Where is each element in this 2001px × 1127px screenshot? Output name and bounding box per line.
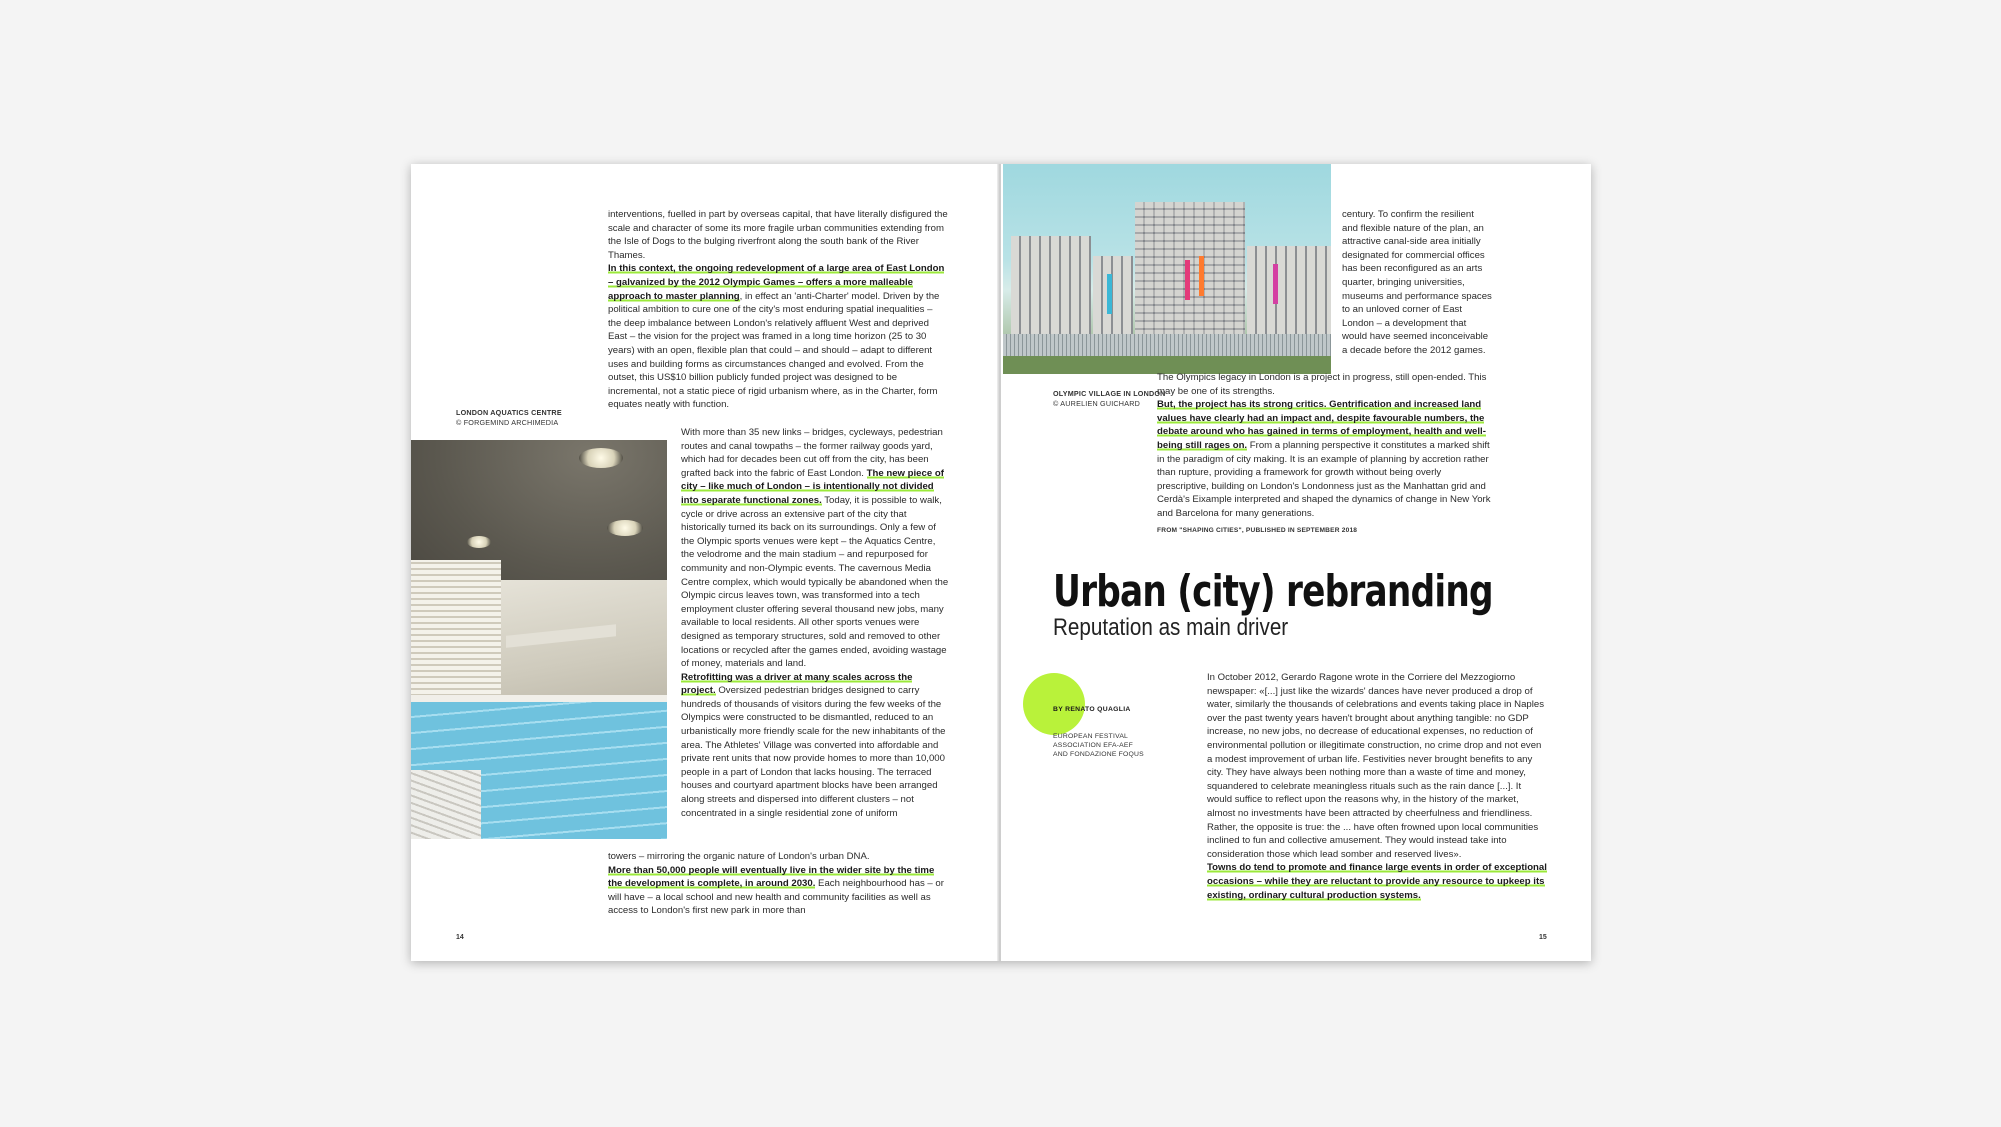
magazine-spread [411, 164, 1591, 961]
highlighted-quote: Retrofitting was a driver at many scales across the project. [681, 671, 913, 697]
photo-caption-village [1053, 389, 1166, 408]
caption-credit: © FORGEMIND ARCHIMEDIA [456, 417, 559, 427]
author-affiliation [1053, 733, 1144, 759]
aquatics-centre-photo [411, 440, 667, 839]
caption-title: OLYMPIC VILLAGE IN LONDON [1053, 389, 1166, 398]
paragraph: interventions, fuelled in part by overseas capital, that have literally disfigured the scale and character of some its more fragile urban communities extending from the Isle of Dogs to the bulging riverfront along the south bank of the River Thames. [608, 209, 948, 261]
paragraph: From a planning perspective it constitutes a marked shift in the paradigm of city making. It is an example of planning by accretion rather than rupture, providing a framework for growth without being overly prescriptive, building on London's Londonness just as the Manhattan grid and Cerdà's Eixample interpreted and shaped the dynamics of change in New York and Barcelona for many generations. [1157, 439, 1491, 519]
article-title: Urban (city) rebranding [1053, 566, 1493, 617]
highlighted-quote: The new piece of city – like much of London – is intentionally not divided into separate functional zones. [681, 467, 944, 506]
paragraph: Each neighbourhood has – or will have – a local school and new health and community facilities as well as access to London's first new park in more than [608, 878, 944, 917]
highlighted-quote: More than 50,000 people will eventually live in the wider site by the time the development is complete, in around 2030. [608, 864, 935, 890]
paragraph: Oversized pedestrian bridges designed to carry hundreds of thousands of visitors during the few weeks of the Olympics were constructed to be dismantled, reduced to an urbanistically more friendly scale for the new inhabitants of the area. The Athletes' Village was converted into affordable and private rent units that now provide homes to more than 10,000 people in a part of London that lacks housing. The terraced houses and courtyard apartment blocks have been arranged along streets and dispersed into different clusters – not concentrated in a single residential zone of uniform [681, 685, 946, 819]
right-page [1001, 164, 1591, 961]
affiliation-line: EUROPEAN FESTIVAL [1053, 733, 1129, 740]
right-column-wide [1157, 371, 1495, 521]
author-byline: BY RENATO QUAGLIA [1053, 706, 1131, 713]
highlighted-quote: In this context, the ongoing redevelopment of a large area of East London – galvanized by the 2012 Olympic Games – offers a more malleable approach to master planning [608, 263, 945, 302]
paragraph: towers – mirroring the organic nature of London's urban DNA. [608, 851, 870, 862]
page-number-left: 14 [456, 934, 464, 941]
affiliation-line: AND FONDAZIONE FOQUS [1053, 750, 1144, 758]
caption-title: LONDON AQUATICS CENTRE [456, 408, 562, 417]
source-note: FROM "SHAPING CITIES", PUBLISHED IN SEPTEMBER 2018 [1157, 527, 1358, 534]
article-subtitle: Reputation as main driver [1053, 614, 1289, 641]
article-body [1207, 671, 1547, 902]
left-column-mid [681, 426, 949, 820]
paragraph: In October 2012, Gerardo Ragone wrote in the Corriere del Mezzogiorno newspaper: «[...] just like the wizards' dances have never produced a drop of water, similarly the thousands of celebrations and events taking place in Naples over the past twenty years haven't brought about anything tangible: no GDP increase, no new jobs, no decrease of educational expenses, no reduction of environmental pollution or illegitimate construction, no crime drop and not even a modest improvement of urban life. Festivities never brought benefits to any city. They have always been nothing more than a waste of time and money, squandered to celebrate meaningless rituals such as the rain dance [...]. It would suffice to reflect upon the reasons why, in the history of the market, almost no investments have been attracted by cheerfulness and friendliness. Rather, the opposite is true: the ... have often frowned upon local communities inclined to fun and collective amusement. They would instead take into consideration those which lead somber and reserved lives». [1207, 672, 1545, 860]
left-column-bottom [608, 850, 948, 918]
highlighted-quote: Towns do tend to promote and finance large events in order of exceptional occasions – while they are reluctant to provide any resource to upkeep its existing, ordinary cultural production systems. [1207, 862, 1547, 901]
highlighted-quote: But, the project has its strong critics. Gentrification and increased land values have clearly had an impact and, despite favourable numbers, the debate around who has gained in terms of employment, health and well-being still rages on. [1157, 399, 1486, 451]
paragraph: century. To confirm the resilient and flexible nature of the plan, an attractive canal-side area initially designated for commercial offices has been reconfigured as an arts quarter, bringing universities, museums and performance spaces to an unloved corner of East London – a development that would have seemed inconceivable a decade before the 2012 games. [1342, 209, 1492, 356]
affiliation-line: ASSOCIATION EFA-AEF [1053, 741, 1133, 749]
left-page [411, 164, 999, 961]
olympic-village-photo [1003, 164, 1331, 374]
page-number-right: 15 [1539, 934, 1547, 941]
paragraph: , in effect an 'anti-Charter' model. Driven by the political ambition to cure one of the city's most enduring spatial inequalities – the deep imbalance between London's relatively affluent West and deprived East – the vision for the project was framed in a long time horizon (25 to 30 years) with an open, flexible plan that could – and should – adapt to different uses and building forms as circumstances changed and evolved. From the outset, this US$10 billion publicly funded project was designed to be incremental, not a static piece of rigid urbanism where, as in the Charter, form equates neatly with function. [608, 290, 940, 411]
paragraph: The Olympics legacy in London is a project in progress, still open-ended. This may be one of its strengths. [1157, 372, 1487, 397]
left-column-top [608, 208, 948, 412]
caption-credit: © AURELIEN GUICHARD [1053, 398, 1140, 408]
right-column-narrow [1342, 208, 1492, 358]
paragraph: Today, it is possible to walk, cycle or drive across an extensive part of the city that historically turned its back on its surroundings. Only a few of the Olympic sports venues were kept – the Aquatics Centre, the velodrome and the main stadium – and repurposed for community and non-Olympic events. The cavernous Media Centre complex, which would typically be abandoned when the Olympic circus leaves town, was transformed into a tech employment cluster offering several thousand new jobs, many available to local residents. All other sports venues were designed as temporary structures, sold and removed to other locations or recycled after the games ended, avoiding wastage of money, materials and land. [681, 494, 949, 670]
paragraph: With more than 35 new links – bridges, cycleways, pedestrian routes and canal towpaths – the former railway goods yard, which had for decades been cut off from the city, has been grafted back into the fabric of East London. [681, 427, 943, 479]
photo-caption-aquatics [456, 408, 562, 427]
accent-dot [1023, 673, 1085, 735]
